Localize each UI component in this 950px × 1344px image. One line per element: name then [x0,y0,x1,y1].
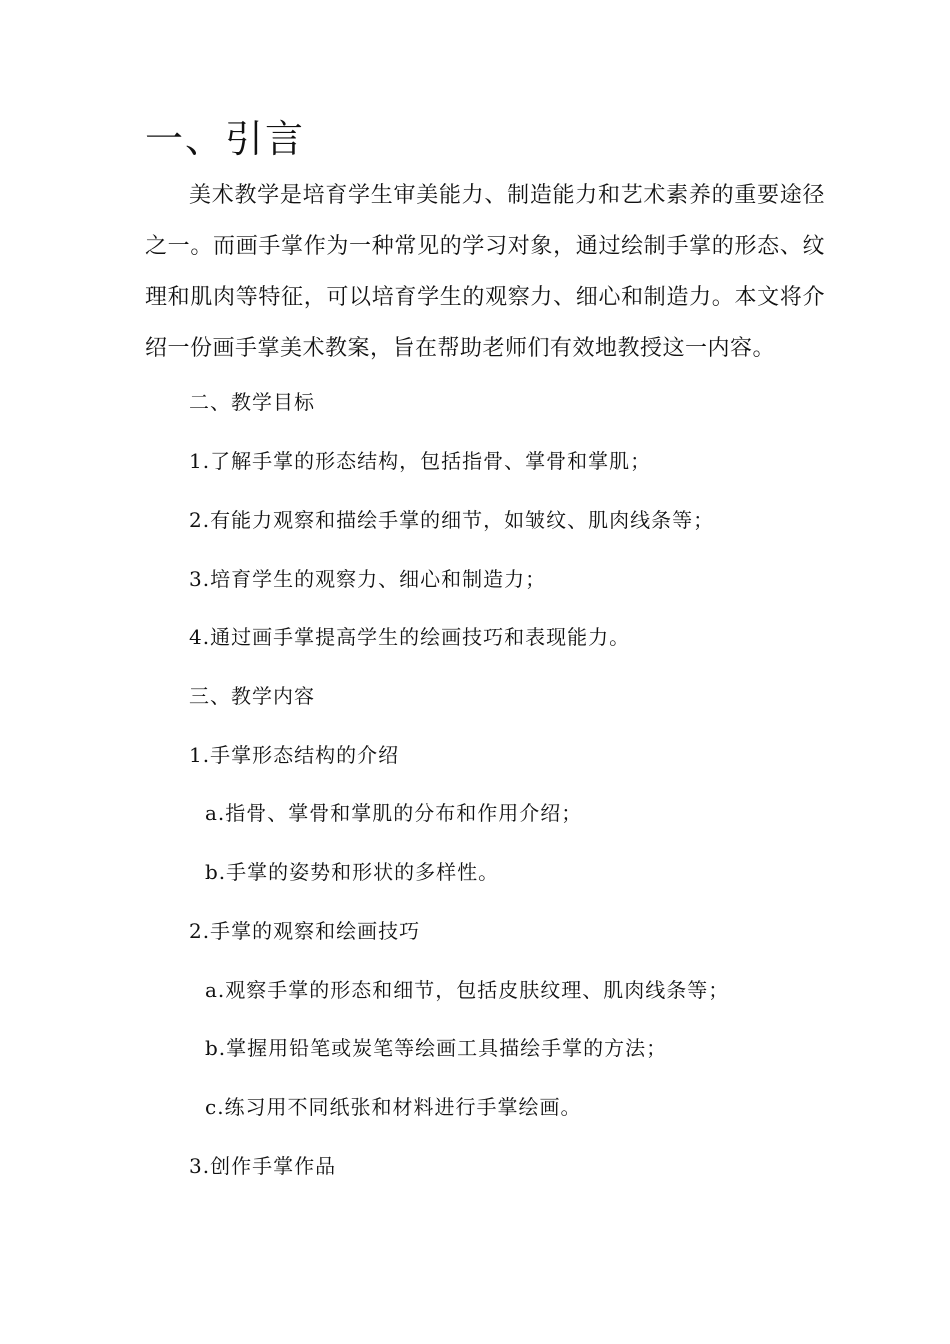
section-title-teaching-content: 三、教学内容 [189,684,315,708]
goal-item-4: 4.通过画手掌提高学生的绘画技巧和表现能力。 [189,625,631,649]
content-part-2-item-b: b.掌握用铅笔或炭笔等绘画工具描绘手掌的方法； [205,1036,668,1060]
goal-item-3: 3.培育学生的观察力、细心和制造力； [189,567,547,591]
content-part-1-title: 1.手掌形态结构的介绍 [189,743,400,767]
content-part-2-item-a: a.观察手掌的形态和细节，包括皮肤纹理、肌肉线条等； [205,978,730,1002]
content-part-2-title: 2.手掌的观察和绘画技巧 [189,919,421,943]
section-heading-introduction: 一、引言 [145,117,306,161]
content-part-3-title: 3.创作手掌作品 [189,1154,337,1178]
section-title-teaching-goals: 二、教学目标 [189,390,315,414]
goal-item-1: 1.了解手掌的形态结构，包括指骨、掌骨和掌肌； [189,449,652,473]
content-part-2-item-c: c.练习用不同纸张和材料进行手掌绘画。 [205,1095,582,1119]
content-part-1-item-b: b.手掌的姿势和形状的多样性。 [205,860,500,884]
intro-paragraph: 美术教学是培育学生审美能力、制造能力和艺术素养的重要途径之一。而画手掌作为一种常见的学习对象，通过绘制手掌的形态、纹理和肌肉等特征，可以培育学生的观察力、细心和制造力。本文将介绍一份画手掌美术教案，旨在帮助老师们有效地教授这一内容。 [145,183,825,361]
content-part-1-item-a: a.指骨、掌骨和掌肌的分布和作用介绍； [205,801,583,825]
goal-item-2: 2.有能力观察和描绘手掌的细节，如皱纹、肌肉线条等； [189,508,715,532]
